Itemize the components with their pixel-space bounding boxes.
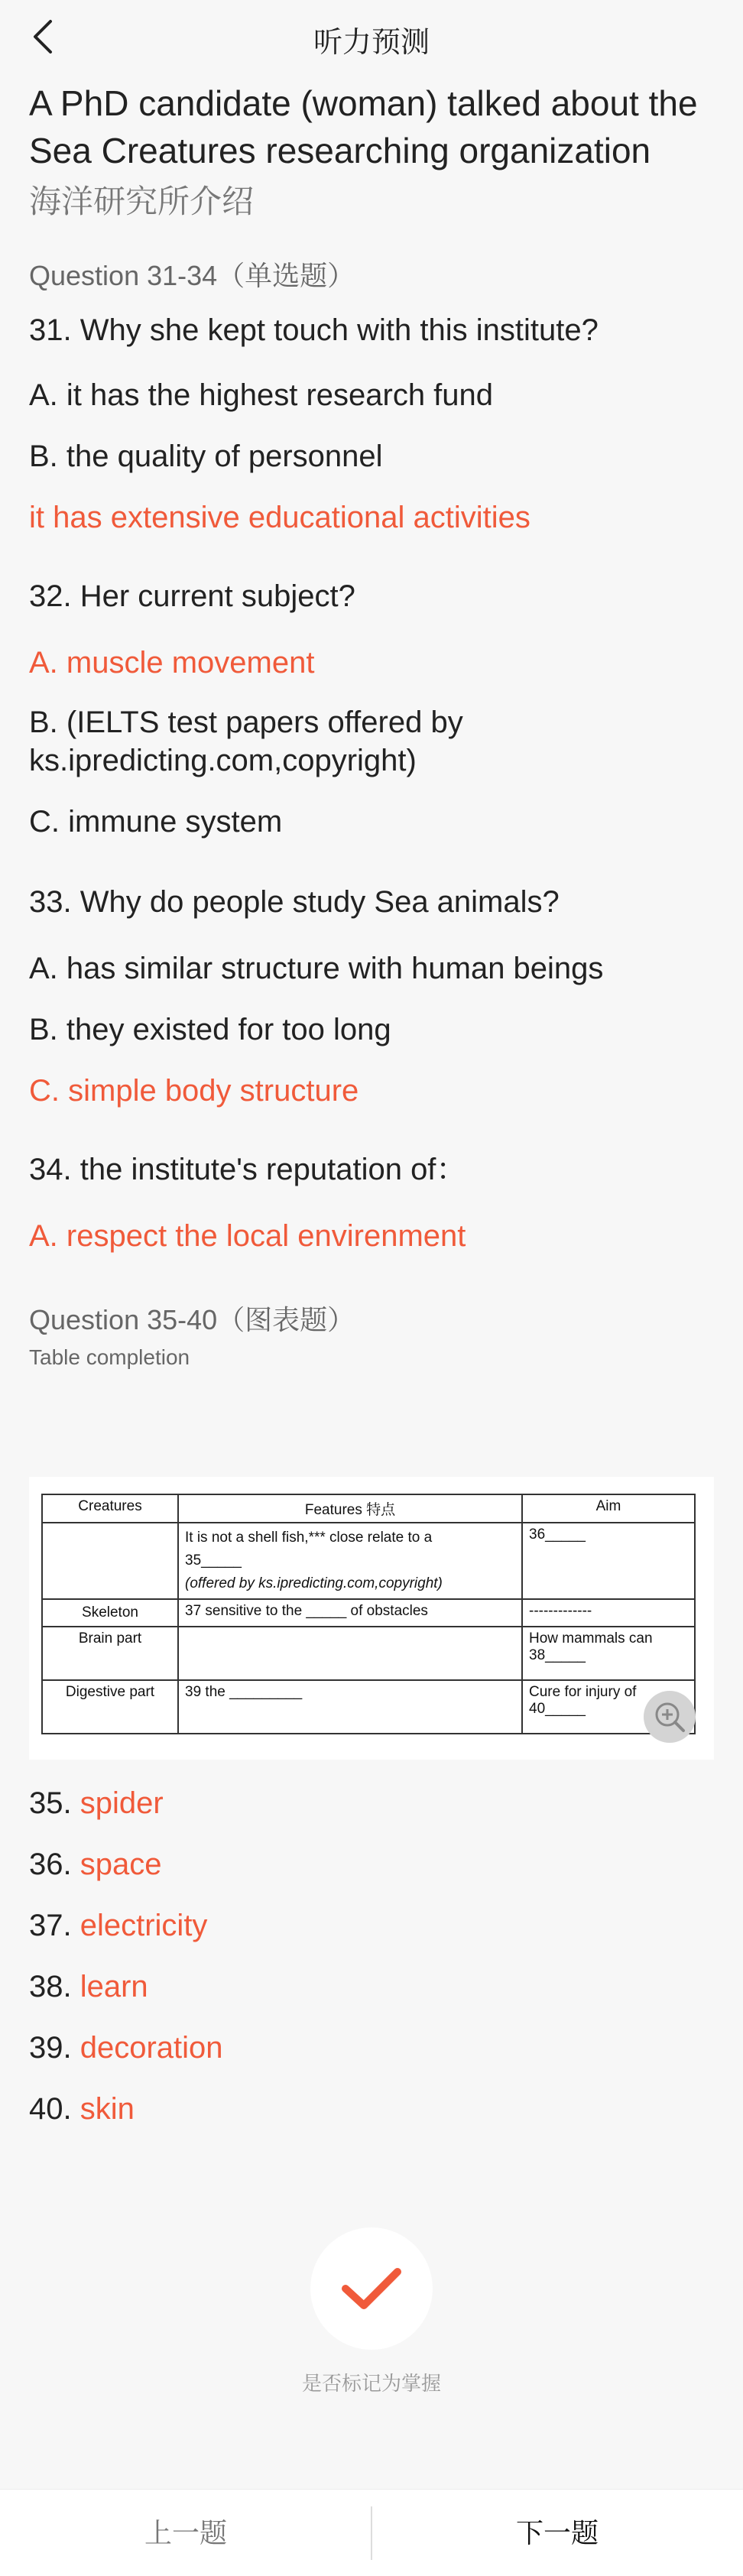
answer-value: space [79,1848,162,1881]
section-heading-2: Question 35-40（图表题） [29,1304,355,1335]
answer-value: skin [79,2092,135,2126]
table-cell-skeleton-aim: ------------- [522,1599,695,1627]
answer-num: 36. [29,1848,72,1881]
table-image[interactable] [29,1477,714,1760]
prev-question-button[interactable]: 上一题 [144,2517,227,2548]
content-area [29,76,714,1373]
question-31: 31. Why she kept touch with this institute? [29,313,599,347]
option-31-answer[interactable]: it has extensive educational activities [29,501,530,534]
answer-value: learn [79,1970,148,2003]
option-32b[interactable]: B. (IELTS test papers offered by ks.ipredicting.com,copyright) [29,706,463,777]
passage-title: A PhD candidate (woman) talked about the Sea Creatures researching organization [29,83,698,170]
section-heading: Question 31-34（单选题） [29,260,355,291]
table-cell-digestive-aim: Cure for injury of 40_____ [522,1680,695,1734]
answer-37 [29,1906,223,1945]
feature-line-1: It is not a shell fish,*** close relate to a [185,1530,433,1546]
zoom-in-icon [644,1691,696,1743]
mark-mastered-button[interactable] [310,2227,433,2350]
answer-value: decoration [79,2031,223,2065]
question-34: 34. the institute's reputation of： [29,1153,467,1186]
table-cell-brain-feature [178,1627,522,1680]
feature-line-3: (offered by ks.ipredicting.com,copyright) [185,1575,443,1591]
option-33b[interactable]: B. they existed for too long [29,1013,391,1046]
next-question-button[interactable]: 下一题 [515,2517,599,2548]
table-header-features: Features 特点 [178,1494,522,1523]
table-cell-aim-1: 36_____ [522,1523,695,1599]
mark-mastered-label: 是否标记为掌握 [301,2372,441,2395]
table-header-aim: Aim [522,1494,695,1523]
table-cell-digestive: Digestive part [42,1680,178,1734]
answer-value: spider [79,1786,164,1820]
option-34a[interactable]: A. respect the local envirenment [29,1219,466,1253]
option-33c[interactable]: C. simple body structure [29,1074,359,1108]
check-icon [310,2227,433,2350]
table-cell-digestive-feature: 39 the _________ [178,1680,522,1734]
page-title: 听力预测 [313,27,430,59]
table-cell-skeleton-feature: 37 sensitive to the _____ of obstacles [178,1599,522,1627]
passage-subtitle: 海洋研究所介绍 [29,183,255,219]
answer-num: 35. [29,1786,72,1820]
answer-num: 37. [29,1909,72,1942]
feature-line-2: 35_____ [185,1552,242,1569]
table-header-creatures: Creatures [42,1494,178,1523]
table-cell-brain-aim: How mammals can 38_____ [522,1627,695,1680]
option-31a[interactable]: A. it has the highest research fund [29,378,494,412]
completion-table [41,1494,696,1734]
answer-list [29,1784,223,2128]
option-32c[interactable]: C. immune system [29,805,283,839]
zoom-button[interactable] [644,1691,696,1743]
table-cell-empty [42,1523,178,1599]
answer-value: electricity [79,1909,208,1942]
option-31b[interactable]: B. the quality of personnel [29,440,383,473]
answer-40 [29,2090,223,2128]
question-33: 33. Why do people study Sea animals? [29,885,560,919]
answer-num: 39. [29,2031,72,2065]
answer-36 [29,1845,223,1883]
option-33a[interactable]: A. has similar structure with human beings [29,952,604,985]
answer-num: 40. [29,2092,72,2126]
table-cell-feature-1 [178,1523,522,1599]
section-subheading: Table completion [29,1345,190,1369]
answer-num: 38. [29,1970,72,2003]
answer-38 [29,1968,223,2006]
bottom-nav [0,2489,743,2576]
answer-35 [29,1784,223,1822]
table-cell-brain: Brain part [42,1627,178,1680]
table-cell-skeleton: Skeleton [42,1599,178,1627]
option-32a[interactable]: A. muscle movement [29,646,315,680]
question-32: 32. Her current subject? [29,579,355,613]
top-bar [0,0,743,73]
answer-39 [29,2029,223,2067]
